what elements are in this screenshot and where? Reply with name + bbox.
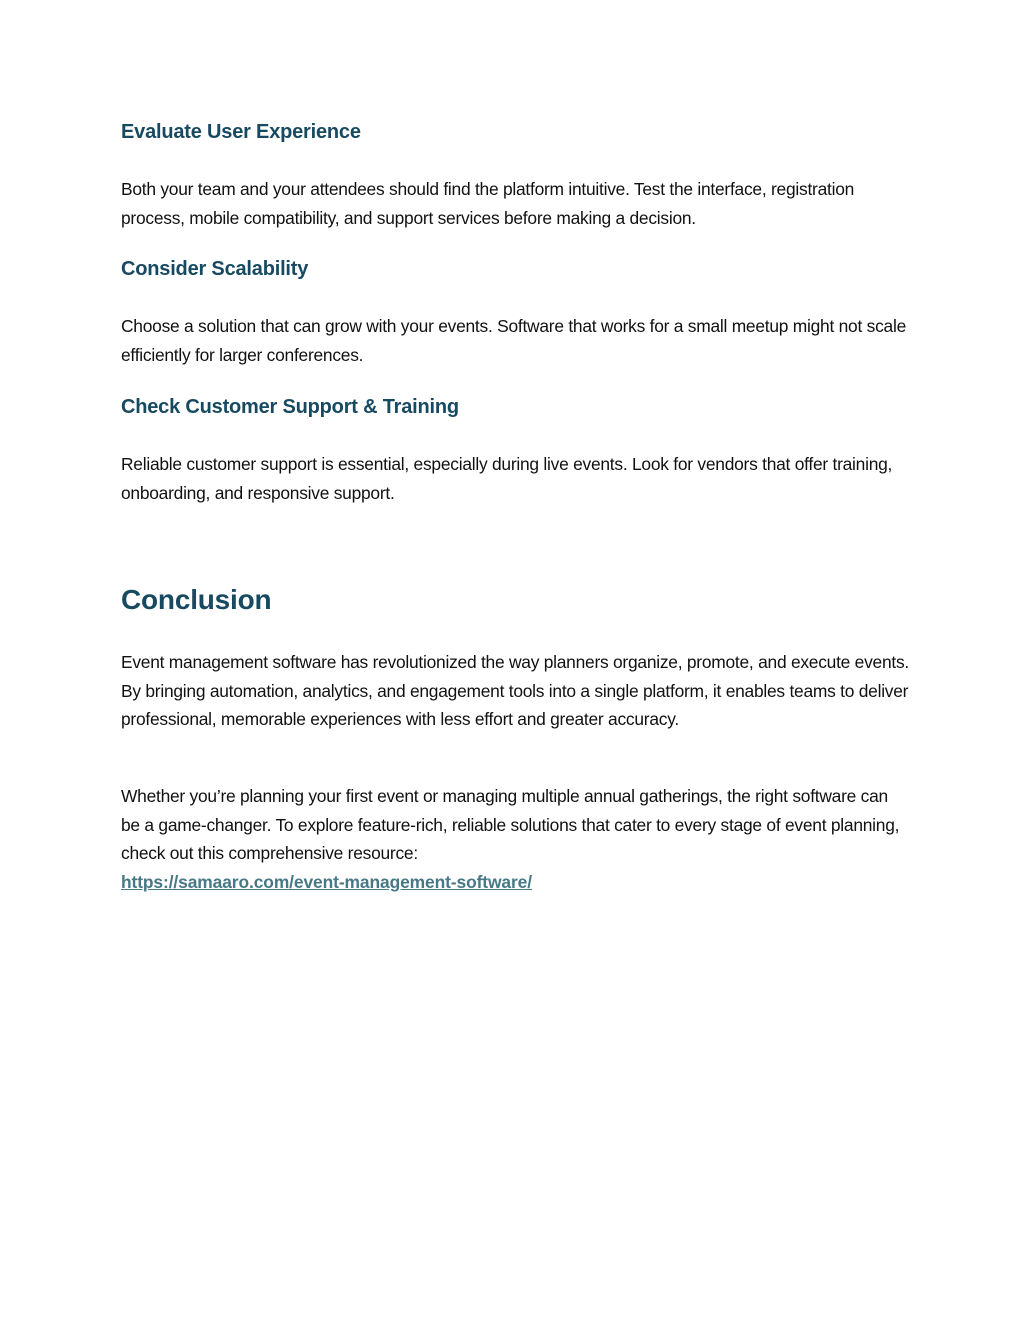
heading-customer-support-training: Check Customer Support & Training (121, 396, 459, 418)
heading-evaluate-user-experience: Evaluate User Experience (121, 121, 361, 143)
resource-link[interactable]: https://samaaro.com/event-management-software/ (121, 871, 532, 892)
paragraph-consider-scalability: Choose a solution that can grow with your events. Software that works for a small meetup might not scale efficiently for larger conferences. (121, 316, 906, 365)
paragraph-evaluate-user-experience: Both your team and your attendees should find the platform intuitive. Test the interface, registration process, mobile compatibility, and support services before making a decision. (121, 179, 855, 228)
paragraph-conclusion-2-text: Whether you’re planning your first event or managing multiple annual gatherings, the right software can be a game-changer. To explore feature-rich, reliable solutions that cater to every stage of event planning, check out this comprehensive resource: (121, 786, 900, 863)
paragraph-customer-support-training: Reliable customer support is essential, especially during live events. Look for vendors that offer training, onboarding, and responsive support. (121, 454, 893, 503)
heading-consider-scalability: Consider Scalability (121, 258, 309, 280)
paragraph-conclusion-1: Event management software has revolutionized the way planners organize, promote, and execute events. By bringing automation, analytics, and engagement tools into a single platform, it enables teams to deliver professional, memorable experiences with less effort and greater accuracy. (121, 652, 910, 729)
paragraph-conclusion-2 (121, 782, 911, 896)
heading-conclusion: Conclusion (121, 584, 272, 615)
